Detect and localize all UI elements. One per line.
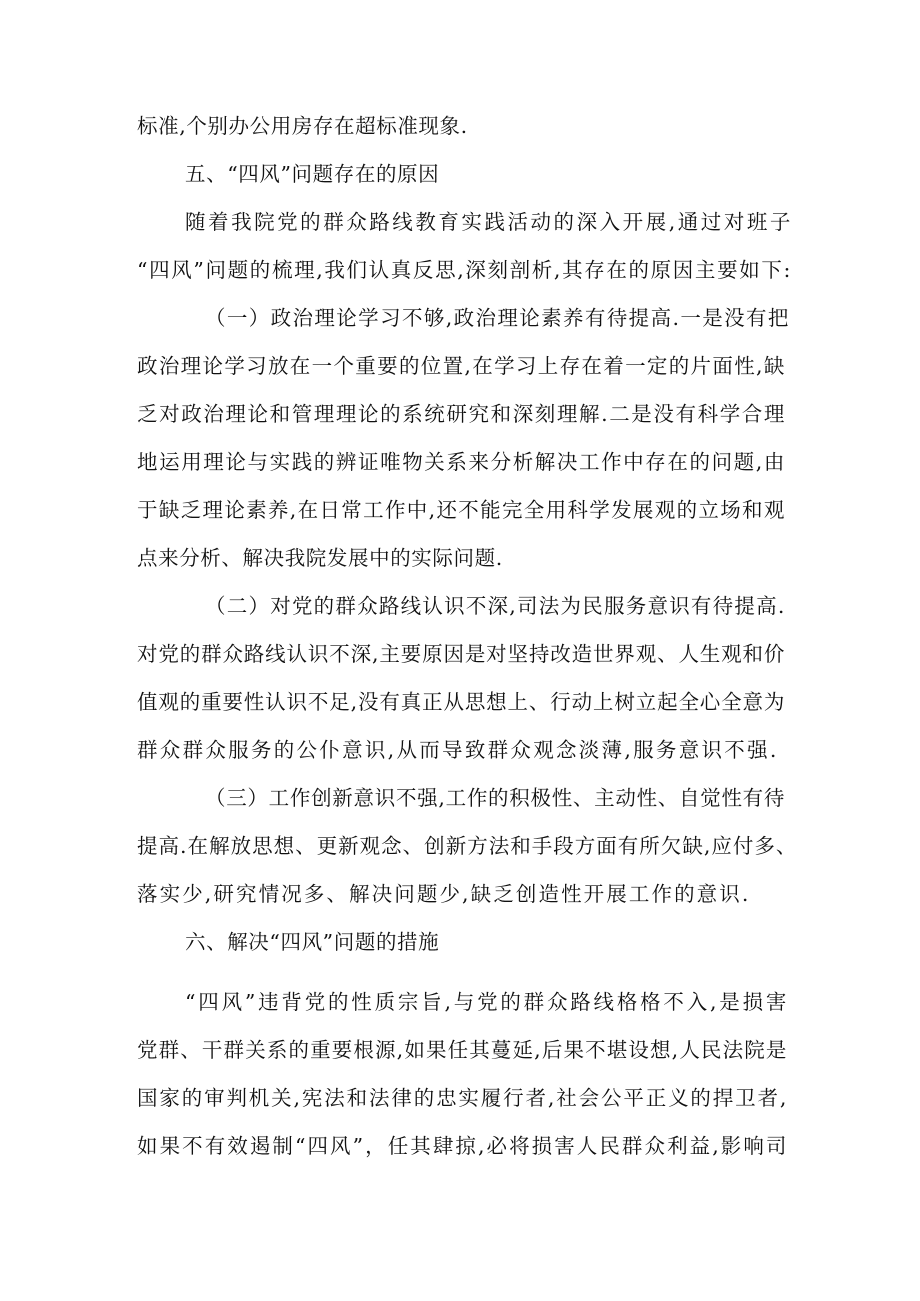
text-line-6: 政治理论学习放在一个重要的位置,在学习上存在着一定的片面性,缺 [137, 354, 785, 378]
text-line-3: 随着我院党的群众路线教育实践活动的深入开展,通过对班子 [185, 210, 791, 234]
text-line-4: “四风”问题的梳理,我们认真反思,深刻剖析,其存在的原因主要如下: [137, 258, 791, 282]
text-line-16: 提高.在解放思想、更新观念、创新方法和手段方面有所欠缺,应付多、 [137, 834, 797, 858]
text-line-22: 如果不有效遏制“四风”，任其肆掠,必将损害人民群众利益,影响司 [137, 1134, 787, 1158]
text-line-13: 值观的重要性认识不足,没有真正从思想上、行动上树立起全心全意为 [137, 690, 785, 714]
text-line-21: 国家的审判机关,宪法和法律的忠实履行者,社会公平正义的捍卫者, [137, 1086, 787, 1110]
text-line-1: 标准,个别办公用房存在超标准现象. [137, 114, 468, 138]
text-line-8: 地运用理论与实践的辨证唯物关系来分析解决工作中存在的问题,由 [137, 450, 785, 474]
text-line-9: 于缺乏理论素养,在日常工作中,还不能完全用科学发展观的立场和观 [137, 498, 785, 522]
text-line-17: 落实少,研究情况多、解决问题少,缺乏创造性开展工作的意识. [137, 882, 749, 906]
text-line-19: “四风”违背党的性质宗旨,与党的群众路线格格不入,是损害 [185, 990, 787, 1014]
section-heading-6: 六、解决“四风”问题的措施 [185, 930, 440, 954]
subsection-heading-1: （一）政治理论学习不够,政治理论素养有待提高.一是没有把 [205, 306, 789, 330]
text-line-10: 点来分析、解决我院发展中的实际问题. [137, 546, 503, 570]
subsection-heading-2: （二）对党的群众路线认识不深,司法为民服务意识有待提高. [205, 594, 785, 618]
section-heading-5: 五、“四风”问题存在的原因 [185, 162, 440, 186]
subsection-heading-3: （三）工作创新意识不强,工作的积极性、主动性、自觉性有待 [205, 786, 785, 810]
text-line-14: 群众群众服务的公仆意识,从而导致群众观念淡薄,服务意识不强. [137, 738, 777, 762]
text-line-12: 对党的群众路线认识不深,主要原因是对坚持改造世界观、人生观和价 [137, 642, 785, 666]
text-line-20: 党群、干群关系的重要根源,如果任其蔓延,后果不堪设想,人民法院是 [137, 1038, 787, 1062]
text-line-7: 乏对政治理论和管理理论的系统研究和深刻理解.二是没有科学合理 [137, 402, 785, 426]
